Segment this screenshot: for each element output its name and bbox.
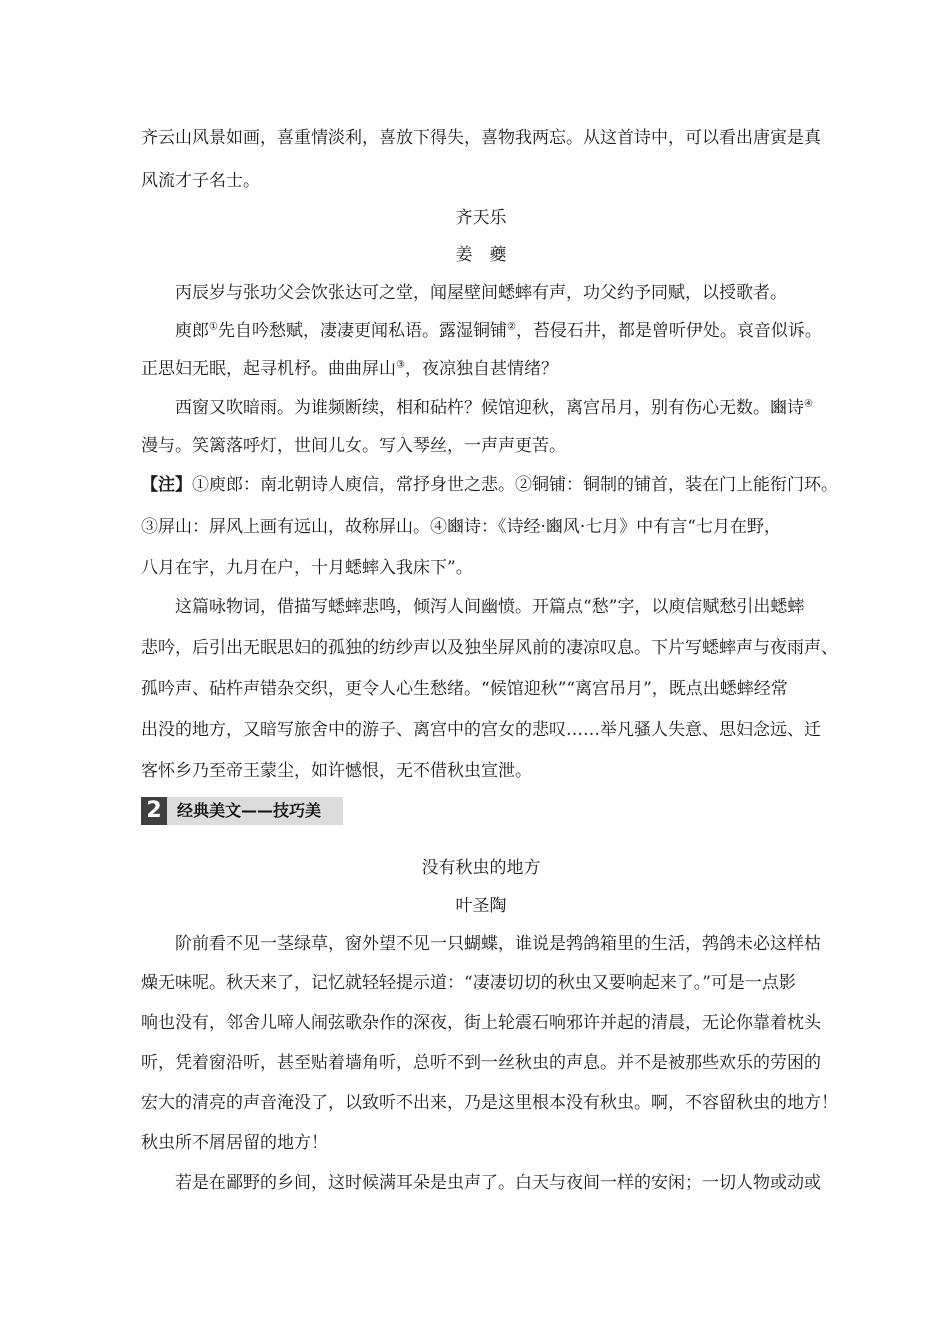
essay-title: 没有秋虫的地方 [421, 858, 541, 878]
analysis-line: 孤吟声、砧杵声错杂交织，更令人心生愁绪。“候馆迎秋”“离宫吊月”，既点出蟋蟀经常 [141, 679, 788, 699]
analysis-line: 客怀乡乃至帝王蒙尘，如许憾恨，无不借秋虫宣泄。 [141, 761, 532, 781]
section-header [141, 797, 343, 825]
analysis-line: 出没的地方，又暗写旅舍中的游子、离宫中的宫女的悲叹……举凡骚人失意、思妇念远、迁 [141, 720, 821, 740]
notes-line: 【注】①庾郎：南北朝诗人庾信，常抒身世之悲。②铜铺：铜制的铺首，装在门上能衔门环。 [141, 475, 838, 495]
essay-author: 叶圣陶 [455, 896, 507, 916]
poem-preface: 丙辰岁与张功父会饮张达可之堂，闻屋壁间蟋蟀有声，功父约予同赋，以授歌者。 [175, 283, 787, 303]
section-number-badge: 2 [141, 797, 167, 825]
essay-p1-line: 听，凭着窗沿听，甚至贴着墙角听，总听不到一丝秋虫的声息。并不是被那些欢乐的劳困的 [141, 1053, 821, 1073]
footnote-marker: ④ [804, 398, 813, 410]
essay-p1-line: 宏大的清亮的声音淹没了，以致听不出来，乃是这里根本没有秋虫。啊，不容留秋虫的地方！ [141, 1093, 838, 1113]
analysis-line: 悲吟，后引出无眠思妇的孤独的纺纱声以及独坐屏风前的凄凉叹息。下片写蟋蟀声与夜雨声、 [141, 638, 838, 658]
poem-stanza1-line: 正思妇无眠，起寻机杼。曲曲屏山③，夜凉独自甚情绪？ [141, 359, 558, 379]
poem-author: 姜 夔 [455, 245, 507, 265]
analysis-line: 这篇咏物词，借描写蟋蟀悲鸣，倾泻人间幽愤。开篇点“愁”字，以庾信赋愁引出蟋蟀 [175, 597, 805, 617]
poem-stanza2-line: 西窗又吹暗雨。为谁频断续，相和砧杵？候馆迎秋，离宫吊月，别有伤心无数。豳诗④ [175, 398, 813, 418]
footnote-marker: ② [506, 321, 516, 333]
intro-line: 齐云山风景如画，喜重情淡利，喜放下得失，喜物我两忘。从这首诗中，可以看出唐寅是真 [141, 128, 821, 148]
notes-line: 八月在宇，九月在户，十月蟋蟀入我床下”。 [141, 558, 473, 578]
essay-p1-line: 阶前看不见一茎绿草，窗外望不见一只蝴蝶，谁说是鹁鸽箱里的生活，鹁鸽未必这样枯 [175, 934, 821, 954]
essay-p1-line: 响也没有，邻舍儿啼人闹弦歌杂作的深夜，街上轮震石响邪许并起的清晨，无论你靠着枕头 [141, 1013, 821, 1033]
poem-title: 齐天乐 [455, 208, 507, 228]
poem-stanza1-line: 庾郎①先自吟愁赋，凄凄更闻私语。露湿铜铺②，苔侵石井，都是曾听伊处。哀音似诉。 [175, 321, 822, 341]
notes-line: ③屏山：屏风上画有远山，故称屏山。④豳诗：《诗经·豳风·七月》中有言“七月在野， [141, 517, 781, 537]
section-title: 经典美文——技巧美 [177, 801, 322, 820]
essay-p2-line: 若是在鄙野的乡间，这时候满耳朵是虫声了。白天与夜间一样的安闲；一切人物或动或 [175, 1173, 821, 1193]
intro-line: 风流才子名士。 [141, 171, 260, 191]
essay-p1-line: 秋虫所不屑居留的地方！ [141, 1133, 328, 1153]
essay-p1-line: 燥无味呢。秋天来了，记忆就轻轻提示道：“凄凄切切的秋虫又要响起来了。”可是一点影 [141, 973, 796, 993]
footnote-marker: ① [209, 321, 218, 333]
poem-stanza2-line: 漫与。笑篱落呼灯，世间儿女。写入琴丝，一声声更苦。 [141, 436, 566, 456]
notes-tag: 【注】 [141, 475, 192, 495]
footnote-marker: ③ [396, 359, 405, 371]
